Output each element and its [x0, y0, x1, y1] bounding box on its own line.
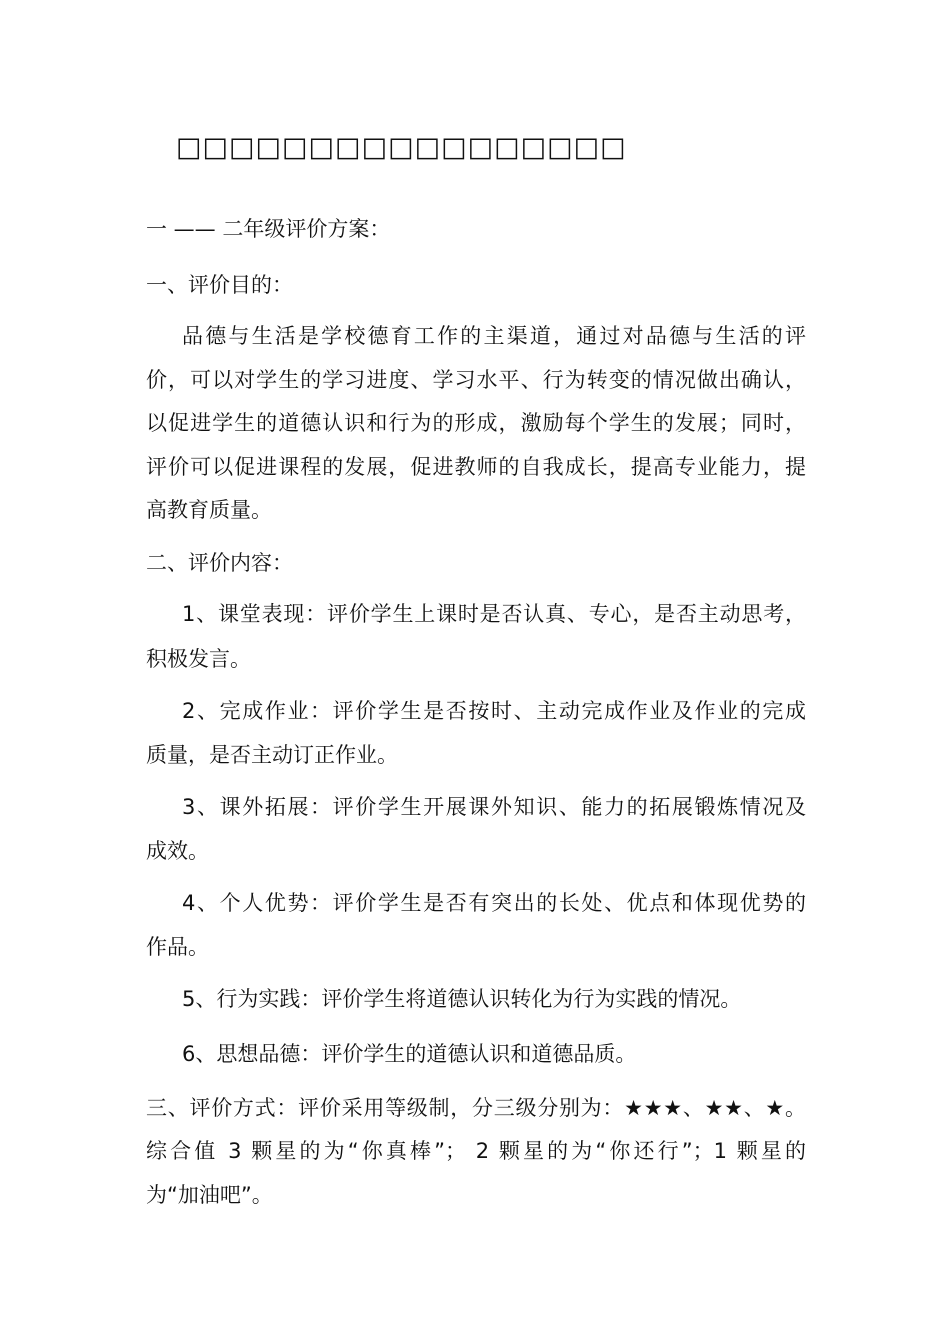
section2-heading: 二、评价内容：	[146, 551, 293, 575]
section1-line-2: 价，可以对学生的学习进度、学习水平、行为转变的情况做出确认，	[146, 368, 806, 392]
section1-line-5: 高教育质量。	[146, 498, 272, 522]
content-item-1-line-2: 积极发言。	[146, 647, 251, 671]
section1-line-3: 以促进学生的道德认识和行为的形成，激励每个学生的发展；同时，	[146, 411, 806, 435]
content-item-4-line-1: 4、个人优势：评价学生是否有突出的长处、优点和体现优势的	[182, 891, 806, 915]
content-item-3-line-1: 3、课外拓展：评价学生开展课外知识、能力的拓展锻炼情况及	[182, 795, 806, 819]
section1-line-1: 品德与生活是学校德育工作的主渠道，通过对品德与生活的评	[182, 324, 806, 348]
content-item-1-line-1: 1、课堂表现：评价学生上课时是否认真、专心，是否主动思考，	[182, 602, 806, 626]
section3-line-3: 为“加油吧”。	[146, 1183, 273, 1207]
content-item-4-line-2: 作品。	[146, 935, 209, 959]
content-item-5: 5、行为实践：评价学生将道德认识转化为行为实践的情况。	[182, 987, 742, 1011]
content-item-3-line-2: 成效。	[146, 839, 209, 863]
content-item-2-line-1: 2、完成作业：评价学生是否按时、主动完成作业及作业的完成	[182, 699, 806, 723]
content-item-6: 6、思想品德：评价学生的道德认识和道德品质。	[182, 1042, 637, 1066]
document-title: □□□□□□□□□□□□□□□□□	[176, 132, 627, 163]
section3-line-1: 三、评价方式：评价采用等级制，分三级分别为：★★★、★★、★。	[146, 1096, 806, 1120]
section1-line-4: 评价可以促进课程的发展，促进教师的自我成长，提高专业能力，提	[146, 455, 806, 479]
section1-heading: 一、评价目的：	[146, 273, 293, 297]
subtitle: 一 —— 二年级评价方案：	[146, 217, 391, 241]
section3-line-2: 综合值 3 颗星的为“你真棒”； 2 颗星的为“你还行”；1 颗星的	[146, 1139, 806, 1163]
content-item-2-line-2: 质量，是否主动订正作业。	[146, 743, 398, 767]
